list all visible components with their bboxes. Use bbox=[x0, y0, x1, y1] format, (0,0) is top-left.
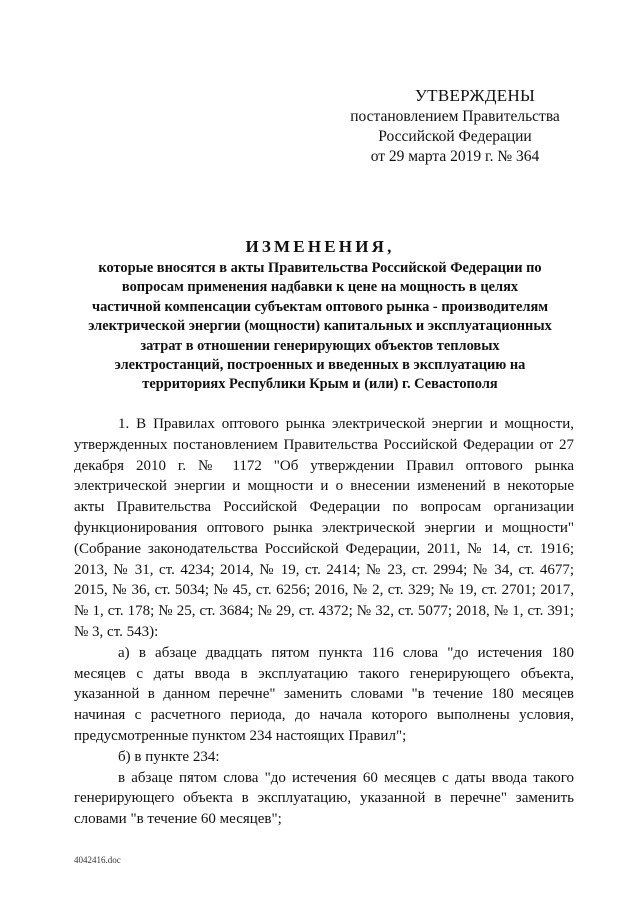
approval-line-2: Российской Федерации bbox=[378, 128, 532, 145]
paragraph-4: в абзаце пятом слова "до истечения 60 месяцев с даты ввода такого генерирующего объекта в эксплуатацию, указанной в перечне" заменить словами "в течение 60 месяцев"; bbox=[74, 769, 574, 828]
file-name-footer: 4042416.doc bbox=[74, 855, 121, 865]
document-subtitle bbox=[75, 259, 565, 395]
subtitle-line-4: электрической энергии (мощности) капитальных и эксплуатационных bbox=[88, 318, 552, 335]
subtitle-line-7: территориях Республики Крым и (или) г. Севастополя bbox=[142, 376, 498, 393]
document-body bbox=[74, 414, 574, 830]
subtitle-line-2: вопросам применения надбавки к цене на мощность в целях bbox=[121, 279, 519, 296]
document-title: ИЗМЕНЕНИЯ, bbox=[245, 237, 395, 256]
approval-heading: УТВЕРЖДЕНЫ bbox=[414, 86, 536, 105]
approval-line-1: постановлением Правительства bbox=[350, 108, 560, 125]
subtitle-line-5: затрат в отношении генерирующих объектов тепловых bbox=[140, 337, 500, 354]
approval-line-3: от 29 марта 2019 г. № 364 bbox=[370, 148, 540, 165]
paragraph-3: б) в пункте 234: bbox=[118, 748, 220, 765]
subtitle-line-6: электростанций, построенных и введенных в эксплуатацию на bbox=[114, 357, 526, 374]
subtitle-line-1: которые вносятся в акты Правительства Российской Федерации по bbox=[98, 260, 542, 276]
paragraph-1: 1. В Правилах оптового рынка электрической энергии и мощности, утвержденных постановлением Правительства Российской Федерации от 27 декабря 2010 г. № 1172 "Об утверждении Правил оптового рынка электрической энергии и мощности и о внесении изменений в некоторые акты Правительства Российской Федерации по вопросам организации функционирования оптового рынка электрической энергии и мощности" (Собрание законодательства Российской Федерации, 2011, № 14, ст. 1916; 2013, № 31, ст. 4234; 2014, № 19, ст. 2414; № 23, ст. 2994; № 34, ст. 4677; 2015, № 36, ст. 5034; № 45, ст. 6256; 2016, № 2, ст. 329; № 19, ст. 2701; 2017, № 1, ст. 178; № 25, ст. 3684; № 29, ст. 4372; № 32, ст. 5077; 2018, № 1, ст. 391; № 3, ст. 543): bbox=[74, 416, 574, 640]
approval-block bbox=[330, 85, 580, 167]
paragraph-2: а) в абзаце двадцать пятом пункта 116 слова "до истечения 180 месяцев с даты ввода в эксплуатацию такого генерирующего объекта, указанной в данном перечне" заменить словами "в течение 180 месяцев начиная с расчетного периода, до начала которого выполнены условия, предусмотренные пунктом 234 настоящих Правил"; bbox=[74, 644, 574, 744]
subtitle-line-3: частичной компенсации субъектам оптового рынка - производителям bbox=[91, 298, 549, 315]
